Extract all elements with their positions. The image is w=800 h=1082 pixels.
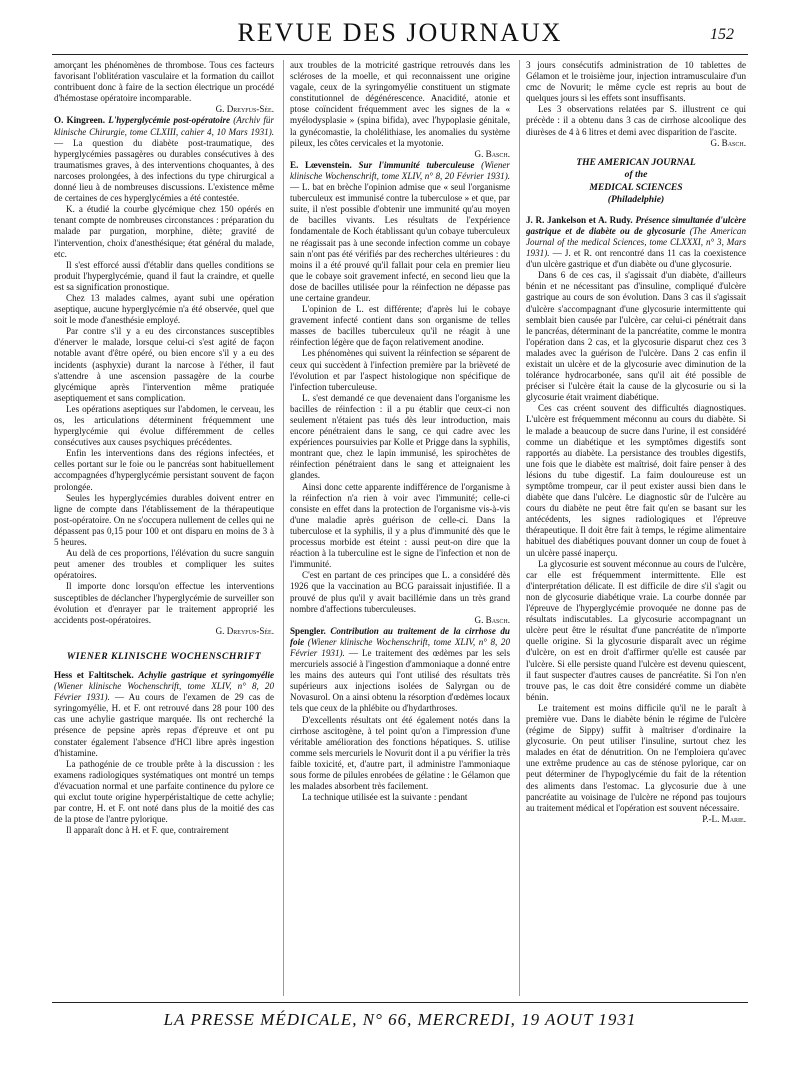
column-3 — [526, 60, 746, 996]
entry-lead: — J. et R. ont rencontré dans 11 cas la coexistence d'un ulcère gastrique et d'un diabète ou d'une glycosurie. — [526, 248, 746, 270]
paragraph: Les opérations aseptiques sur l'abdomen, le cerveau, les os, les articulations déterminent fréquemment une hyperglycémie qui évolue différemment de celles consécutives aux causes psychiques précédentes. — [54, 403, 274, 448]
entry-author: O. Kingreen. — [54, 115, 106, 126]
journal-heading-line: (Philadelphie) — [607, 194, 665, 206]
paragraph: Ces cas créent souvent des difficultés diagnostiques. L'ulcère est fréquemment méconnu au cours du diabète. Si le malade a beaucoup de sucre dans l'urine, il est considéré comme un diabétique et les symptômes digestifs sont rapportés au diabète. La persistance des troubles digestifs, une fois que le diabète est maîtrisé, doit faire penser à des lésions du tube digestif. La faim douloureuse est un symptôme trompeur, car il peut exister aussi bien dans le diabète que dans l'ulcère. Le diagnostic sûr de l'ulcère au cours du diabète ne peut être fait qu'en se basant sur les antécédents, les signes radiologiques et l'épreuve thérapeutique. Il doit être fait à temps, le régime alimentaire habituel des diabétiques pouvant donner un coup de fouet à un ulcère passé inaperçu. — [526, 403, 746, 558]
signature: G. Dreyfus-Sée. — [215, 625, 274, 636]
signature: G. Basch. — [474, 614, 510, 625]
top-rule — [52, 54, 748, 55]
paragraph: Il apparaît donc à H. et F. que, contrairement — [66, 825, 229, 836]
signature: G. Basch. — [474, 148, 510, 159]
journal-heading-line: of the — [624, 169, 648, 181]
paragraph: Il s'est efforcé aussi d'établir dans quelles conditions se produit l'hyperglycémie, quand il faut la craindre, et quelle est sa signification pronostique. — [54, 259, 274, 292]
entry-heading — [54, 670, 274, 759]
entry-source: (Wiener klinische Wochenschrift, tome XLIV, n° 8, 20 Février 1931). — [54, 681, 274, 703]
paragraph: Les 3 observations relatées par S. illustrent ce qui précède : il a obtenu dans 3 cas de cirrhose alcoolique des diurèses de 4 à 6 litres et demi avec disparition de l'ascite. — [526, 104, 746, 137]
review-entry — [526, 215, 746, 825]
signature: G. Dreyfus-Sée. — [215, 104, 274, 115]
column-2 — [290, 60, 510, 996]
paragraph: Les phénomènes qui suivent la réinfection se séparent de ceux qui succèdent à l'infection première par la brièveté de l'évolution et par l'aspect histologique non spécifique de l'infection tuberculeuse. — [290, 348, 510, 392]
entry-title: Présence simultanée d'ulcère gastrique et de diabète ou de glycosurie — [526, 214, 746, 236]
paragraph: L'opinion de L. est différente; d'après lui le cobaye gravement infecté contient dans son organisme de telles masses de bacilles tuberculeux qu'il ne réagit à une réinfection légère que de façon relativement anodine. — [290, 304, 510, 348]
entry-title: Sur l'immunité tuberculeuse — [358, 159, 475, 170]
article-columns — [54, 60, 750, 996]
entry-heading — [290, 160, 510, 304]
paragraph: Dans 6 de ces cas, il s'agissait d'un diabète, d'ailleurs bénin et ne nécessitant pas d'insuline, compliqué d'ulcère gastrique au cours de son évolution. Dans 3 cas il s'agissait d'ulcère s'accompagnant d'une glycosurie intermittente qui semblait bien causée par l'ulcère, car celui-ci pénétrait dans le pancréas, déterminant de la pancréatite, comme le montra l'opération dans 2 cas, et la glycosurie disparut chez ces 3 malades avec la guérison de l'ulcère. Dans 2 cas enfin il existait un ulcère et de la glycosurie avec diminution de la tolérance hydrocarbonée, sans qu'il ait été possible de préciser si l'ulcère était la cause de la glycosurie ou si la glycosurie était vraiment diabétique. — [526, 270, 746, 403]
paragraph: Par contre s'il y a eu des circonstances susceptibles d'énerver le malade, lorsque celui-ci s'est agité de façon notable avant d'être opéré, ou bien encore s'il y a eu des incidents (asphyxie) durant la narcose à l'éther, il faut s'attendre à une ascension passagère de la courbe glycémique après l'intervention même pratiquée aseptiquement et sans complication. — [54, 326, 274, 403]
review-entry — [290, 626, 510, 804]
entry-source: (The American Journal of the medical Sciences, tome CLXXXI, n° 3, Mars 1931). — [526, 225, 746, 259]
page-number: 152 — [710, 26, 734, 43]
entry-author: Spengler. — [290, 625, 326, 636]
entry-title: Achylie gastrique et syringomyélie — [138, 669, 274, 680]
paragraph: Ainsi donc cette apparente indifférence de l'organisme à la réinfection n'a rien à voir avec l'immunité; celle-ci consiste en effet dans la protection de l'organisme vis-à-vis d'une maladie après guérison de celle-ci. Dans la tuberculose et la syphilis, il y a plus d'immunité dès que le processus morbide est éteint : aussi peut-on dire que la réaction à la tuberculine est le signe de l'infection et non de l'immunité. — [290, 481, 510, 570]
entry-title: L'hyperglycémie post-opératoire — [108, 115, 231, 126]
review-entry — [54, 115, 274, 636]
entry-source: (Wiener klinische Wochenschrift, tome XLIV, n° 8, 20 Février 1931). — [290, 159, 510, 181]
signature: P.-L. Marie. — [702, 813, 746, 824]
column-1 — [54, 60, 274, 996]
paragraph: aux troubles de la motricité gastrique retrouvés dans les scléroses de la moelle, et qui reconnaissent une origine vagale, ceux de la syringomyélie constituent un stigmate constitutionnel de dégénérescence. Anacidité, atonie et ptose coïncident fréquemment avec les signes de la « myélodysplasie » (spina bifida), avec l'hypoplasie génitale, la gynécomastie, la cholélithiase, les anomalies du système pileux, les côtes cervicales et la myotonie. — [290, 60, 510, 148]
paragraph: 3 jours consécutifs administration de 10 tablettes de Gélamon et le troisième jour, injection intramusculaire d'un cmc de Novurit; le même cycle est repris au bout de quelques jours si les effets sont insuffisants. — [526, 60, 746, 104]
paragraph: Seules les hyperglycémies durables doivent entrer en ligne de compte dans l'établissement de la thérapeutique post-opératoire. On ne s'occupera nullement de celles qui ne dépassent pas 0,15 pour 100 et ont disparu en moins de 3 à 5 heures. — [54, 492, 274, 548]
journal-heading-line: THE AMERICAN JOURNAL — [576, 156, 696, 168]
paragraph: L. s'est demandé ce que devenaient dans l'organisme les bacilles de réinfection : il a pu établir que ceux-ci non seulement n'étaient pas tués dès leur introduction, mais encore pénétraient dans le sang, ce qui cadre avec les expériences poursuivies par Kolle et Prigge dans la syphilis, montrant que, chez le lapin immunisé, les spirochètes de réinfection pénétraient dans le sang et atteignaient les glandes. — [290, 392, 510, 481]
entry-lead: — L. bat en brèche l'opinion admise que « seul l'organisme tuberculeux est immunisé contre la tuberculose » et que, par suite, il n'est possible d'obtenir une immunité qu'au moyen de bacilles vivants. Les résultats de l'expérience fondamentale de Koch établissant qu'un cobaye tuberculeux ne réagissait pas à une seconde infection comme un cobaye sain n'ont pas été vérifiés par des recherches ultérieures : du moins il a été prouvé qu'il fallait pour cela en premier lieu que le cobaye soit gravement infecté, en second lieu que la dose de bacilles utilisée pour la réinfection ne dépasse pas une certaine grandeur. — [290, 182, 510, 303]
signature: G. Basch. — [710, 137, 746, 148]
page-footer: LA PRESSE MÉDICALE, N° 66, MERCREDI, 19 AOUT 1931 — [163, 1010, 637, 1029]
masthead — [0, 18, 800, 52]
entry-author: E. Lœvenstein. — [290, 159, 352, 170]
paragraph: La pathogénie de ce trouble prête à la discussion : les examens radiologiques systématiques ont montré un temps d'évacuation normal et une parfaite continence du pylore ce qui exclut toute origine hyperpéristaltique de cette achylie; par contre, H. et F. ont noté dans plus de la moitié des cas de la ptose de l'antre pylorique. — [54, 758, 274, 825]
entry-source: (Archiv für klinische Chirurgie, tome CLXIII, cahier 4, 10 Mars 1931). — [54, 115, 274, 137]
paragraph: La glycosurie est souvent méconnue au cours de l'ulcère, car elle est fréquemment intermittente. Elle est d'interprétation délicate. Il est difficile de dire s'il s'agit ou non de glycosurie diabétique vraie. La courbe donnée par l'épreuve de l'hyperglycémie provoquée ne donne pas de résultats indiscutables. La glycosurie accompagnant un ulcère peut être le résultat d'une pancréatite de n'importe quelle origine. Si la glycosurie disparaît avec un régime d'ulcère, on est en droit d'affirmer qu'elle est causée par l'ulcère. Si elle persiste quand l'ulcère est devenu quiescent, il faut suspecter d'autres causes de pancréatite. Si l'on n'en trouve pas, le cas doit être considéré comme un diabète bénin. — [526, 558, 746, 702]
paragraph: Le traitement est moins difficile qu'il ne le paraît à première vue. Dans le diabète bénin le régime de l'ulcère (régime de Sippy) suffit à maîtriser d'ordinaire la glycosurie. On peut utiliser l'insuline, surtout chez les malades en état de dénutrition. On ne l'emploiera qu'avec une extrême prudence au cas de sténose pylorique, car on peut déterminer de l'hypoglycémie du fait de la rétention des aliments dans l'estomac. La glycosurie due à une pancréatite au voisinage de l'ulcère ne répond pas toujours au traitement médical et l'opération est souvent nécessaire. — [526, 702, 746, 813]
paragraph: La technique utilisée est la suivante : pendant — [302, 792, 468, 803]
journal-heading — [526, 157, 746, 207]
entry-title: Contribution au traitement de la cirrhose du foie — [290, 625, 510, 647]
paragraph: K. a étudié la courbe glycémique chez 150 opérés en tenant compte de nombreuses circonstances : préparation du malade par purgation, morphine, diète; gravité de l'intervention, choix d'anesthésique; état général du malade, etc. — [54, 204, 274, 259]
bottom-rule — [52, 1002, 748, 1003]
paragraph: D'excellents résultats ont été également notés dans la cirrhose ascitogène, à tel point qu'on a l'impression d'une véritable amélioration des fonctions hépatiques. S. utilise comme sels mercuriels le Novurit dont il a pu vérifier la très faible toxicité, et, d'autre part, il administre l'ammoniaque sous forme de pilules enrobées de gélatine : le Gélamon que les malades absorbent très facilement. — [290, 714, 510, 792]
entry-heading — [54, 115, 274, 204]
journal-heading-line: MEDICAL SCIENCES — [589, 181, 683, 193]
entry-author: Hess et Faltitschek. — [54, 669, 134, 680]
entry-heading — [526, 215, 746, 270]
paragraph: Il importe donc lorsqu'on effectue les interventions susceptibles de déclancher l'hyperglycémie de surveiller son évolution et d'enrayer par le traitement approprié les accidents post-opératoires. — [54, 581, 274, 625]
section-heading: WIENER KLINISCHE WOCHENSCHRIFT — [66, 650, 262, 662]
paragraph: Enfin les interventions dans des régions infectées, et celles portant sur le foie ou le pancréas sont habituellement accompagnées d'hyperglycémie persistant souvent de façon prolongée. — [54, 448, 274, 492]
entry-lead: — Au cours de l'examen de 29 cas de syringomyélie, H. et F. ont retrouvé dans 28 pour 100 des cas une achylie gastrique marquée. Ils ont recherché la présence de pepsine après repas d'épreuve et ont pu constater également l'absence d'HCl libre après ingestion d'histamine. — [54, 692, 274, 758]
entry-source: (Wiener klinische Wochenschrift, tome XLIV, n° 8, 20 Février 1931). — [290, 636, 510, 658]
paragraph: Au delà de ces proportions, l'élévation du sucre sanguin peut amener des troubles et compliquer les suites opératoires. — [54, 548, 274, 581]
entry-lead: — La question du diabète post-traumatique, des hyperglycémies passagères ou durables consécutives à des traumatismes graves, à des interventions choquantes, à des narcoses prolongées, à des infections du type chirurgical a donné lieu à de nombreuses discussions. L'existence même de certaines de ces hyperglycémies a été contestée. — [54, 137, 274, 204]
paragraph: amorçant les phénomènes de thrombose. Tous ces facteurs favorisant l'oblitération vasculaire et la formation du caillot contribuent donc à faire de la section électrique un procédé d'hémostase opératoire incomparable. — [54, 60, 274, 104]
entry-lead: — Le traitement des œdèmes par les sels mercuriels associé à l'ingestion d'ammoniaque a donné entre les mains des auteurs qui l'ont utilisé des résultats très supérieurs aux injections isolées de Salyrgan ou de Novasurol. On a ainsi obtenu la résorption d'œdèmes locaux tels que ceux de la phlébite ou d'hydarthroses. — [290, 647, 510, 714]
paragraph: C'est en partant de ces principes que L. a considéré dès 1926 que la vaccination au BCG paraissait injustifiée. Il a prouvé de plus qu'il y avait bacillémie dans un très grand nombre d'affections tuberculeuses. — [290, 570, 510, 614]
paragraph: Chez 13 malades calmes, ayant subi une opération aseptique, aucune hyperglycémie n'a été observée, quel que soit le mode d'anesthésie employé. — [54, 292, 274, 326]
entry-author: J. R. Jankelson et A. Rudy. — [526, 214, 633, 225]
journal-title: REVUE DES JOURNAUX — [237, 18, 563, 47]
review-entry — [290, 160, 510, 626]
review-entry — [54, 670, 274, 836]
entry-heading — [290, 626, 510, 715]
